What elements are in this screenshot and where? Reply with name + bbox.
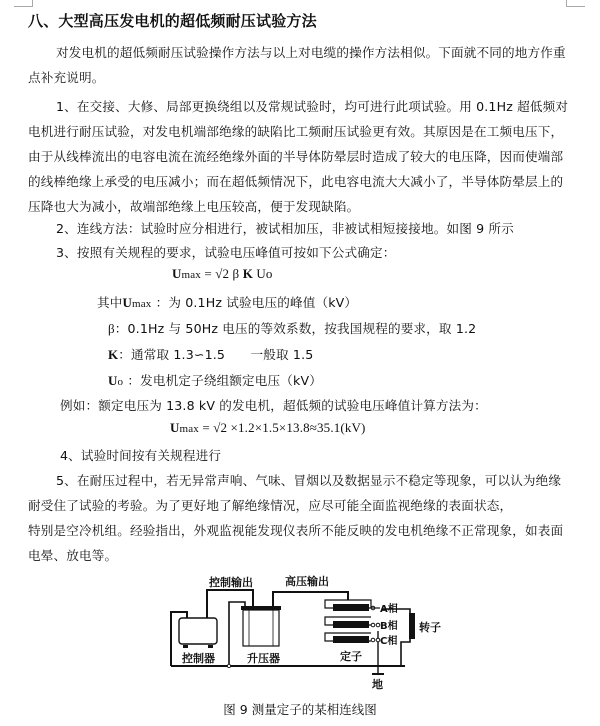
formula2-max-subscript: max [179, 423, 199, 435]
controller-foot [183, 645, 188, 648]
label-controller: 控制器 [182, 652, 215, 665]
definition-umax [97, 292, 357, 311]
k-symbol: K [108, 347, 119, 362]
definition-prefix: 其中 [97, 295, 123, 310]
transformer-body [243, 610, 279, 646]
umax-description: ：为 0.1Hz 试验电压的峰值（kV） [151, 295, 358, 310]
u0-symbol: U [108, 373, 118, 388]
definition-u0 [108, 370, 322, 389]
umax-symbol: U [122, 295, 133, 310]
formula2-calculation: = √2 ×1.2×1.5×13.8≈35.1(kV) [198, 420, 366, 435]
item3-text: 3、按照有关规程的要求，试验电压峰值可按如下公式确定： [56, 245, 396, 260]
stator-winding-a [325, 600, 380, 611]
label-transformer: 升压器 [247, 652, 280, 665]
definition-k [108, 344, 313, 363]
label-control-output: 控制输出 [209, 576, 253, 589]
u0-subscript: o [117, 376, 124, 388]
stator-winding-b [325, 617, 380, 628]
rotor-bar [409, 613, 415, 639]
wiring-diagram-svg [165, 570, 445, 695]
figure-caption: 图 9 测量定子的某相连线图 [223, 702, 377, 717]
beta-description: ：0.1Hz 与 50Hz 电压的等效系数，按我国规程的要求，取 1.2 [114, 321, 477, 336]
label-phase-b: B相 [380, 621, 398, 632]
label-phase-a: A相 [380, 604, 398, 615]
formula-umax [172, 266, 273, 282]
formula-max-subscript: max [181, 269, 201, 281]
label-stator: 定子 [340, 650, 362, 663]
item1-line: 压降也大为减小，故端部绝缘上电压较高，便于发现缺陷。 [28, 199, 360, 214]
item5-line: 5、在耐压过程中，若无异常声响、气味、冒烟以及数据显示不稳定等现象，可以认为绝缘 [56, 473, 562, 488]
k-description: ：通常取 1.3∽1.5 一般取 1.5 [118, 347, 314, 362]
beta-symbol: β [108, 321, 115, 336]
formula-middle: = √2 β [200, 266, 243, 281]
intro-paragraph-line: 对发电机的超低频耐压试验操作方法与以上对电缆的操作方法相似。下面就不同的地方作重 [56, 45, 566, 60]
item4-text: 4、试验时间按有关规程进行 [60, 448, 222, 463]
item1-line: 1、在交接、大修、局部更换绕组以及常规试验时，均可进行此项试验。用 0.1Hz 超低频对 [56, 99, 569, 114]
formula-example [170, 420, 366, 436]
page-corner-mark-left [14, 0, 33, 7]
definition-beta [108, 318, 476, 337]
formula-tail: Uo [252, 266, 273, 281]
controller-box [179, 618, 217, 644]
example-text: 例如：额定电压为 13.8 kV 的发电机，超低频的试验电压峰值计算方法为： [60, 398, 487, 413]
u0-description: ：发电机定子绕组额定电压（kV） [123, 373, 322, 388]
item5-line: 电晕、放电等。 [28, 548, 118, 563]
formula-k-symbol: K [242, 266, 253, 281]
label-hv-output: 高压输出 [285, 575, 329, 588]
junction-dot [227, 664, 230, 667]
item1-line: 由于从线棒流出的电容电流在流经绝缘外面的半导体防晕层时造成了较大的电压降，因而使端部 [28, 149, 564, 164]
label-rotor: 转子 [419, 621, 441, 634]
item5-line: 耐受住了试验的考验。为了更好地了解绝缘情况，应尽可能全面监视绝缘的表面状态， [28, 498, 513, 513]
hv-output-wire [273, 592, 348, 606]
page-corner-mark-right [566, 0, 585, 7]
controller-foot [208, 645, 213, 648]
label-phase-c: C相 [380, 636, 398, 647]
wiring-diagram [165, 570, 445, 695]
label-ground: 地 [372, 678, 383, 691]
formula2-u-symbol: U [170, 420, 180, 435]
intro-paragraph-line: 点补充说明。 [28, 70, 105, 85]
umax-subscript: max [132, 298, 152, 310]
stator-winding-c [325, 633, 380, 643]
item1-line: 电机进行耐压试验，对发电机端部绝缘的缺陷比工频耐压试验更有效。其原因是在工频电压下， [28, 124, 564, 139]
item2-text: 2、连线方法：试验时应分相进行，被试相加压，非被试相短接接地。如图 9 所示 [56, 221, 514, 236]
item5-line: 特别是空冷机组。经验指出，外观监视能发现仪表所不能反映的发电机绝缘不正常现象，如表面 [28, 523, 564, 538]
item1-line: 的线棒绝缘上承受的电压减小；而在超低频情况下，此电容电流大大减小了，半导体防晕层上的 [28, 174, 564, 189]
ground-icon [372, 666, 384, 674]
formula-u-symbol: U [172, 266, 182, 281]
section-heading: 八、大型高压发电机的超低频耐压试验方法 [28, 12, 317, 30]
